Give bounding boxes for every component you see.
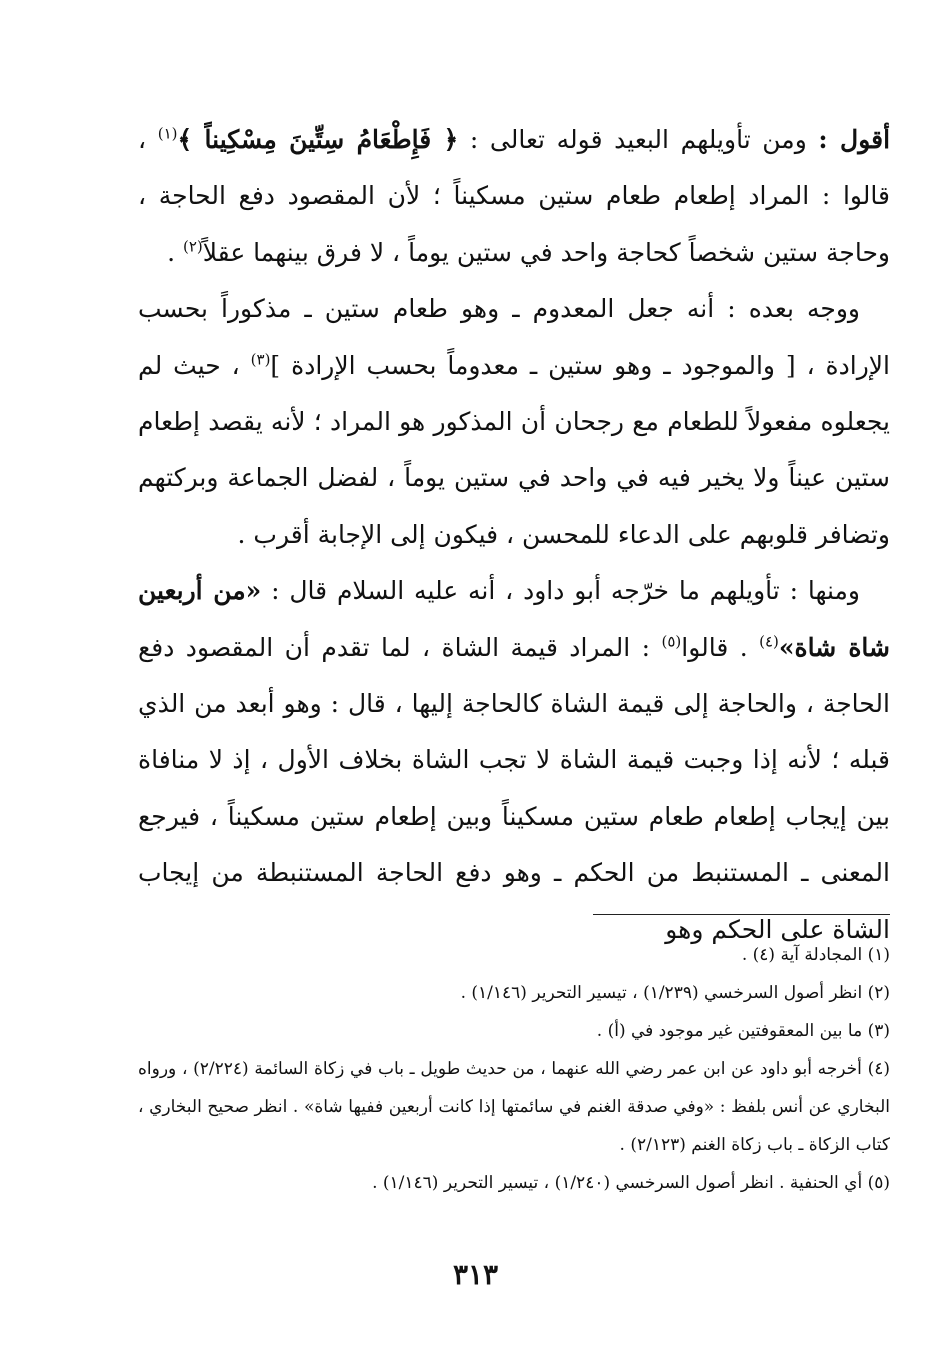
- footnotes: [138, 936, 890, 1202]
- quran-verse: ﴿ فَإِطْعَامُ سِتِّينَ مِسْكِيناً ﴾: [177, 125, 459, 154]
- paragraph-3: [138, 563, 890, 958]
- paragraph-3-text-b: . قالوا: [681, 632, 748, 662]
- footnote-ref-4: (٤): [759, 632, 779, 651]
- footnote-2: (٢) انظر أصول السرخسي (١/٢٣٩) ، تيسير التحرير (١/١٤٦) .: [460, 983, 890, 1003]
- paragraph-1: [138, 112, 890, 281]
- lead-word: أقول :: [818, 125, 891, 154]
- paragraph-2: [138, 281, 890, 563]
- intro-text: ومن تأويلهم البعيد قوله تعالى :: [469, 125, 807, 154]
- paragraph-3-text-c: : المراد قيمة الشاة ، لما تقدم أن المقصود دفع الحاجة ، والحاجة إلى قيمة الشاة كالحاجة إليها ، قال : وهو أبعد من الذي قبله ؛ لأنه إذا وجبت قيمة الشاة لا تجب الشاة بخلاف الأول ، إذ لا منافاة بين إيجاب إطعام طعام ستين مسكيناً وبين إطعام ستين مسكيناً ، فيرجع المعنى ـ المستنبط من الحكم ـ وهو دفع الحاجة المستنبطة من إيجاب الشاة على الحكم وهو: [138, 632, 890, 944]
- paragraph-1-end: .: [167, 237, 176, 267]
- paragraph-2-text-b: ، حيث لم يجعلوه مفعولاً للطعام مع رجحان أن المذكور هو المراد ؛ لأنه يقصد إطعام ستين عيناً ولا يخير فيه في واحد في ستين يوماً ، لفضل الجماعة وبركتهم وتضافر قلوبهم على الدعاء للمحسن ، فيكون إلى الإجابة أقرب .: [138, 350, 890, 549]
- footnote-ref-1: (١): [157, 124, 178, 143]
- paragraph-3-text-a: ومنها : تأويلهم ما خرّجه أبو داود ، أنه عليه السلام قال :: [271, 576, 860, 606]
- footnote-ref-5: (٥): [661, 632, 682, 651]
- page-number: ٣١٣: [452, 1258, 499, 1291]
- paragraph-2-text-a: ووجه بعده : أنه جعل المعدوم ـ وهو طعام ستين ـ مذكوراً بحسب الإرادة ، [ والموجود ـ وهو ستين ـ معدوماً بحسب الإرادة ]: [138, 294, 891, 380]
- footnote-separator: [593, 914, 890, 915]
- footnote-5: (٥) أي الحنفية . انظر أصول السرخسي (١/٢٤٠) ، تيسير التحرير (١/١٤٦) .: [372, 1173, 890, 1193]
- footnote-3: (٣) ما بين المعقوفتين غير موجود في (أ) .: [596, 1021, 890, 1041]
- paragraph-1-text: ، قالوا : المراد إطعام طعام ستين مسكيناً ؛ لأن المقصود دفع الحاجة ، وحاجة ستين شخصاً كحاجة واحد في ستين يوماً ، لا فرق بينهما عقلاً: [138, 125, 890, 267]
- main-text: [138, 112, 890, 958]
- footnote-ref-3: (٣): [250, 350, 271, 369]
- footnote-4: (٤) أخرجه أبو داود عن ابن عمر رضي الله عنهما ، من حديث طويل ـ باب في زكاة السائمة (٢/٢٢٤) ، ورواه البخاري عن أنس بلفظ : «وفي صدقة الغنم في سائمتها إذا كانت أربعين ففيها شاة» . انظر صحيح البخاري ، كتاب الزكاة ـ باب زكاة الغنم (٢/١٢٣) .: [138, 1059, 890, 1155]
- footnote-1: (١) المجادلة آية (٤) .: [741, 945, 890, 965]
- hadith-quote: «من أربعين شاة شاة»: [138, 576, 890, 662]
- footnote-ref-2: (٢): [182, 237, 203, 256]
